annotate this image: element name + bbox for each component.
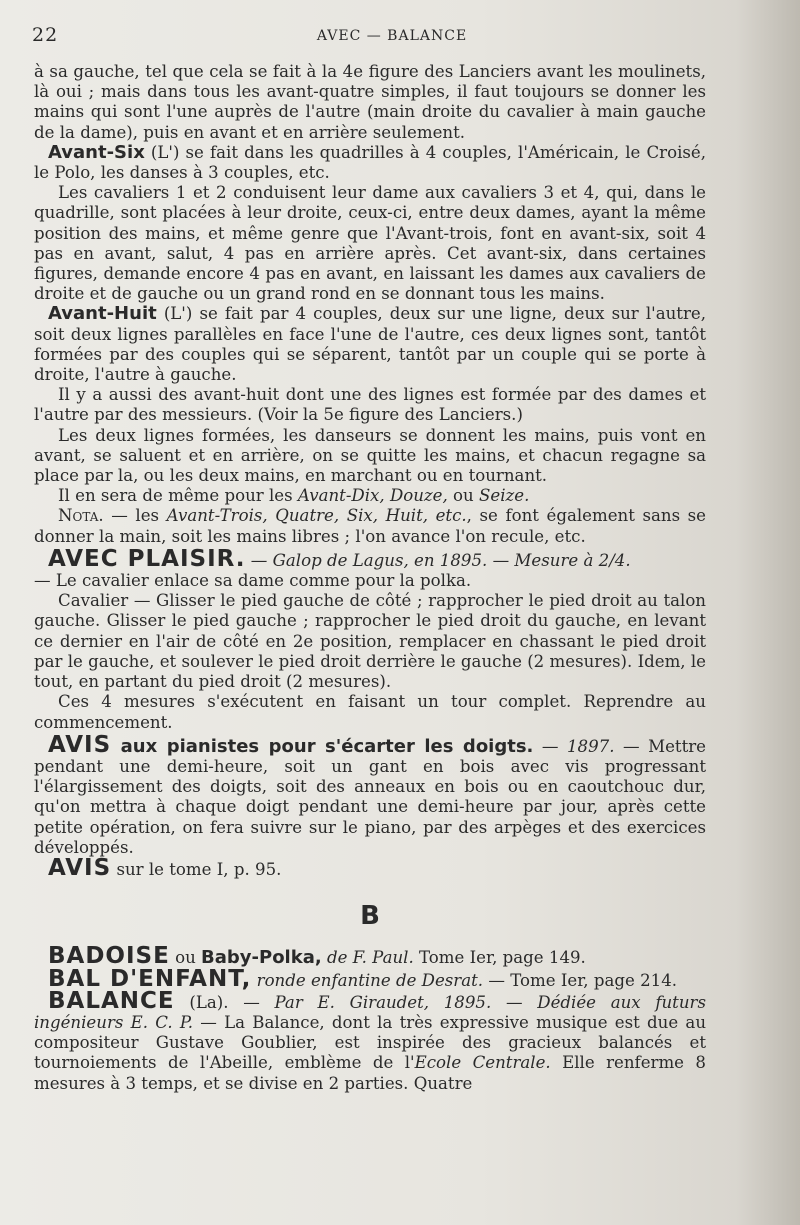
nota-paragraph <box>34 506 706 546</box>
nota-label: Nota. <box>58 506 104 526</box>
entry-term: Avant-Six <box>48 141 145 163</box>
entry-term: BAL D'ENFANT, <box>48 965 252 992</box>
page-header <box>32 24 752 50</box>
text: — La Balance, dont la très expressive musique est due au compositeur Gustave Goublier, est inspirée des gracieux balancés et tournoiements de l'Abeille, emblème de l' <box>34 1012 706 1073</box>
page-number: 22 <box>32 24 59 46</box>
text: — les <box>103 506 167 526</box>
entry-text: (L') se fait par 4 couples, deux sur une ligne, deux sur l'autre, soit deux lignes parallèles en face l'une de l'autre, ces deux lignes sont, tantôt formées par des couples qui se séparent, tantôt par un couple qui se porte à droite, l'autre à gauche. <box>34 304 706 385</box>
entry-avis-pianistes <box>34 731 706 858</box>
paragraph: — Le cavalier enlace sa dame comme pour la polka. <box>34 571 472 591</box>
entry-term: AVIS <box>48 731 112 758</box>
page-body <box>34 62 706 1094</box>
paragraph: Les cavaliers 1 et 2 conduisent leur dame aux cavaliers 3 et 4, qui, dans le quadrille, sont placées à leur droite, ceux-ci, entre deux dames, ayant la même position des mains, et même genre que l'Avant-trois, font en avant-six, soit 4 pas en avant, salut, 4 pas en arrière après. Cet avant-six, dans certaines figures, demande encore 4 pas en avant, en laissant les dames aux cavaliers de droite et de gauche ou un grand rond en se donnant tous les mains. <box>34 183 706 304</box>
entry-term: AVIS <box>48 854 112 881</box>
text: Tome Ier, page 149. <box>413 948 586 968</box>
entry-avis-tome <box>34 854 706 881</box>
paragraph: Les deux lignes formées, les danseurs se donnent les mains, puis vont en avant, se saluent et en arrière, on se quitte les mains, et chacun regagne sa place par la, ou les deux mains, en marchant ou en tournant. <box>34 425 706 486</box>
entry-avant-huit <box>34 304 706 385</box>
paragraph: Il y a aussi des avant-huit dont une des lignes est formée par des dames et l'autre par des messieurs. (Voir la 5e figure des Lanciers.) <box>34 385 706 425</box>
paragraph <box>34 486 706 506</box>
running-title: AVEC — BALANCE <box>316 28 468 44</box>
entry-term: Avant-Huit <box>48 303 157 325</box>
entry-term: AVEC PLAISIR. <box>48 545 246 572</box>
text: (La). — <box>174 992 275 1012</box>
entry-balance <box>34 987 706 1094</box>
section-letter: B <box>360 901 380 932</box>
entry-text: sur le tome I, p. 95. <box>111 859 282 879</box>
entry-term: BALANCE <box>48 987 175 1014</box>
entry-term-alt: Baby-Polka, <box>201 947 322 969</box>
text: ou <box>169 948 202 968</box>
text: Elle renferme 8 mesures à 3 temps, et se divise en 2 parties. Quatre <box>34 1053 706 1093</box>
italic-text: ronde enfantine de Desrat. <box>251 970 484 990</box>
entry-text: Mettre pendant une demi-heure, soit un gant en bois avec vis progressant l'élargissement des doigts, soit des anneaux en bois ou en caoutchouc dur, qu'on mettra à chaque doigt pendant une demi-heure par jour, après cette petite opération, on fera suivre sur le piano, par des arpèges et des exercices développés. <box>34 736 706 857</box>
paragraph: Ces 4 mesures s'exécutent en faisant un tour complet. Reprendre au commencement. <box>34 692 706 732</box>
entry-term: BADOISE <box>48 943 170 970</box>
text: Il en sera de même pour les <box>58 486 298 506</box>
italic-text: Par E. Giraudet, 1895. — Dédiée aux futurs ingénieurs E. C. P. <box>34 992 706 1032</box>
text: ou <box>447 486 480 506</box>
text: — Tome Ier, page 214. <box>483 970 678 990</box>
paragraph-avant-quatre-end: à sa gauche, tel que cela se fait à la 4e figure des Lanciers avant les moulinets, là oui ; mais dans tous les avant-quatre simples, il faut toujours se donner les mains qui sont l'une auprès de l'autre (main droite du cavalier à main gauche de la dame), puis en avant et en arrière seulement. <box>34 62 706 142</box>
italic-text: Avant-Dix, Douze, <box>297 486 448 506</box>
entry-avant-six <box>34 143 706 183</box>
italic-text: Seize. <box>479 486 530 506</box>
entry-avec-plaisir <box>34 545 706 572</box>
entry-date: — 1897. — <box>533 736 640 756</box>
italic-text: de F. Paul. <box>321 948 414 968</box>
entry-subtitle: — Galop de Lagus, en 1895. — Mesure à 2/4. <box>245 550 631 570</box>
italic-text: Ecole Centrale. <box>414 1053 551 1073</box>
text: , se font également sans se donner la main, soit les mains libres ; l'on avance l'on recule, etc. <box>34 506 706 546</box>
entry-text: (L') se fait dans les quadrilles à 4 couples, l'Américain, le Croisé, le Polo, les danses à 3 couples, etc. <box>34 142 706 183</box>
paragraph: Cavalier — Glisser le pied gauche de côté ; rapprocher le pied droit au talon gauche. Glisser le pied gauche ; rapprocher le pied droit du gauche, en levant ce dernier en l'air de côté en 2e position, remplacer en chassant le pied droit par le gauche, et soulever le pied droit derrière le gauche (2 mesures). Idem, le tout, en partant du pied droit (2 mesures). <box>34 591 706 692</box>
italic-text: Avant-Trois, Quatre, Six, Huit, etc. <box>166 506 467 526</box>
entry-heading: aux pianistes pour s'écarter les doigts. <box>111 735 534 757</box>
